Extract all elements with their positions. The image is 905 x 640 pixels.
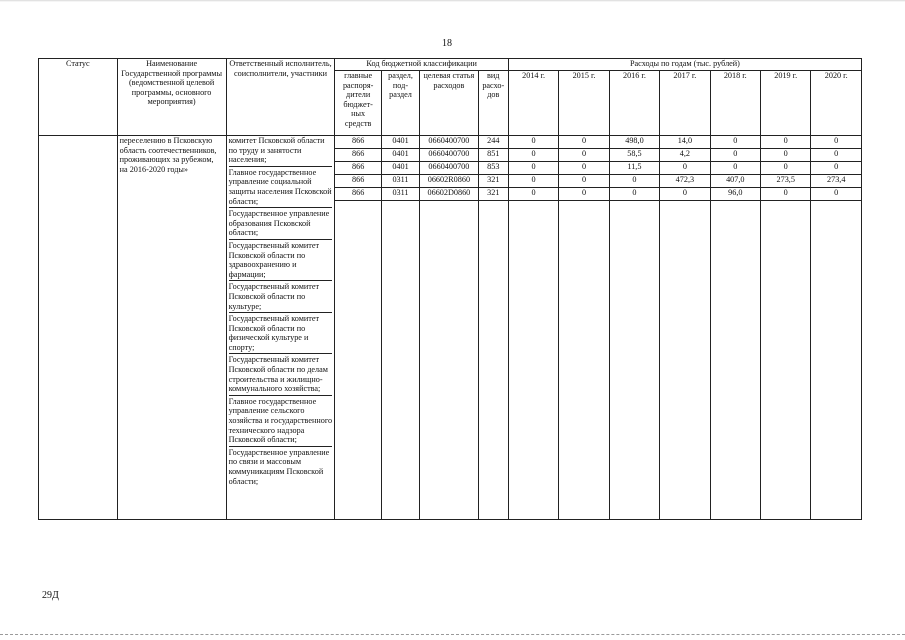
responsible-item: Государственный комитет Псковской области по физической культуре и спорту; [229, 312, 333, 353]
filler-cell [420, 201, 478, 520]
value-2015: 0 [559, 175, 609, 188]
grbs-cell: 866 [335, 149, 381, 162]
value-2014: 0 [508, 136, 558, 149]
header-target-article: целевая статья расходов [420, 71, 478, 136]
value-2014: 0 [508, 162, 558, 175]
value-2016: 498,0 [609, 136, 659, 149]
article-cell: 06602D0860 [420, 188, 478, 201]
filler-cell [811, 201, 862, 520]
header-budget-code-group: Код бюджетной классификации [335, 59, 508, 71]
page-number: 18 [442, 38, 452, 49]
value-2018: 96,0 [710, 188, 760, 201]
budget-table [38, 58, 862, 520]
value-2015: 0 [559, 149, 609, 162]
section-cell: 0401 [381, 149, 419, 162]
header-year-2017: 2017 г. [660, 71, 710, 136]
header-year-2018: 2018 г. [710, 71, 760, 136]
value-2016: 58,5 [609, 149, 659, 162]
value-2020: 273,4 [811, 175, 862, 188]
section-cell: 0401 [381, 162, 419, 175]
value-2015: 0 [559, 162, 609, 175]
filler-cell [508, 201, 558, 520]
responsible-item: Государственный комитет Псковской области по делам строительства и жилищно-коммунального хозяйства; [229, 353, 333, 394]
value-2020: 0 [811, 188, 862, 201]
type-cell: 321 [478, 188, 508, 201]
header-section: раздел, под- раздел [381, 71, 419, 136]
value-2017: 0 [660, 188, 710, 201]
article-cell: 0660400700 [420, 136, 478, 149]
type-cell: 851 [478, 149, 508, 162]
responsible-item: комитет Псковской области по труду и занятости населения; [228, 136, 325, 165]
header-year-2020: 2020 г. [811, 71, 862, 136]
value-2017: 472,3 [660, 175, 710, 188]
responsible-item: Главное государственное управление сельского хозяйства и государственного технического надзора Псковской области; [228, 396, 333, 445]
value-2019: 0 [761, 188, 811, 201]
value-2017: 4,2 [660, 149, 710, 162]
article-cell: 06602R0860 [420, 175, 478, 188]
filler-cell [381, 201, 419, 520]
value-2014: 0 [508, 149, 558, 162]
header-responsible: Ответственный исполнитель, соисполнители, участники [226, 59, 335, 136]
value-2018: 0 [710, 136, 760, 149]
header-program-name: Наименование Государственной программы (ведомственной целевой программы, основного мероприятия) [117, 59, 226, 136]
responsible-item: Главное государственное управление социальной защиты населения Псковской области; [228, 167, 332, 206]
value-2019: 273,5 [761, 175, 811, 188]
grbs-cell: 866 [335, 188, 381, 201]
filler-cell [609, 201, 659, 520]
value-2016: 0 [609, 175, 659, 188]
filler-cell [335, 201, 381, 520]
header-year-2015: 2015 г. [559, 71, 609, 136]
value-2015: 0 [559, 136, 609, 149]
responsible-item: Государственное управление по связи и массовым коммуникациям Псковской области; [229, 446, 333, 487]
value-2018: 0 [710, 162, 760, 175]
header-expense-type: вид расхо- дов [478, 71, 508, 136]
filler-cell [710, 201, 760, 520]
program-name-cell: переселению в Псковскую область соотечественников, проживающих за рубежом, на 2016-2020 годы» [117, 136, 226, 520]
header-year-2019: 2019 г. [761, 71, 811, 136]
scan-edge-bottom [0, 634, 905, 636]
value-2019: 0 [761, 136, 811, 149]
type-cell: 321 [478, 175, 508, 188]
responsible-item: Государственный комитет Псковской области по культуре; [229, 280, 333, 312]
scan-edge-top [0, 0, 905, 2]
filler-cell [660, 201, 710, 520]
section-cell: 0401 [381, 136, 419, 149]
filler-cell [559, 201, 609, 520]
value-2020: 0 [811, 136, 862, 149]
responsible-item: Государственный комитет Псковской области по здравоохранению и фармации; [229, 239, 333, 280]
value-2018: 0 [710, 149, 760, 162]
value-2020: 0 [811, 149, 862, 162]
header-expenses-group: Расходы по годам (тыс. рублей) [508, 59, 861, 71]
document-code: 29Д [42, 590, 59, 601]
filler-cell [478, 201, 508, 520]
section-cell: 0311 [381, 175, 419, 188]
grbs-cell: 866 [335, 162, 381, 175]
grbs-cell: 866 [335, 136, 381, 149]
header-year-2016: 2016 г. [609, 71, 659, 136]
header-grbs: главные распоря- дители бюджет- ных средств [335, 71, 381, 136]
table-row [39, 136, 862, 149]
header-status: Статус [39, 59, 118, 136]
value-2019: 0 [761, 162, 811, 175]
value-2014: 0 [508, 175, 558, 188]
value-2020: 0 [811, 162, 862, 175]
grbs-cell: 866 [335, 175, 381, 188]
value-2017: 14,0 [660, 136, 710, 149]
status-cell [39, 136, 118, 520]
type-cell: 244 [478, 136, 508, 149]
filler-cell [761, 201, 811, 520]
value-2018: 407,0 [710, 175, 760, 188]
type-cell: 853 [478, 162, 508, 175]
value-2017: 0 [660, 162, 710, 175]
article-cell: 0660400700 [420, 149, 478, 162]
value-2015: 0 [559, 188, 609, 201]
value-2016: 0 [609, 188, 659, 201]
responsible-cell [226, 136, 335, 520]
header-year-2014: 2014 г. [508, 71, 558, 136]
value-2019: 0 [761, 149, 811, 162]
value-2014: 0 [508, 188, 558, 201]
value-2016: 11,5 [609, 162, 659, 175]
responsible-item: Государственное управление образования Псковской области; [229, 207, 333, 239]
section-cell: 0311 [381, 188, 419, 201]
article-cell: 0660400700 [420, 162, 478, 175]
